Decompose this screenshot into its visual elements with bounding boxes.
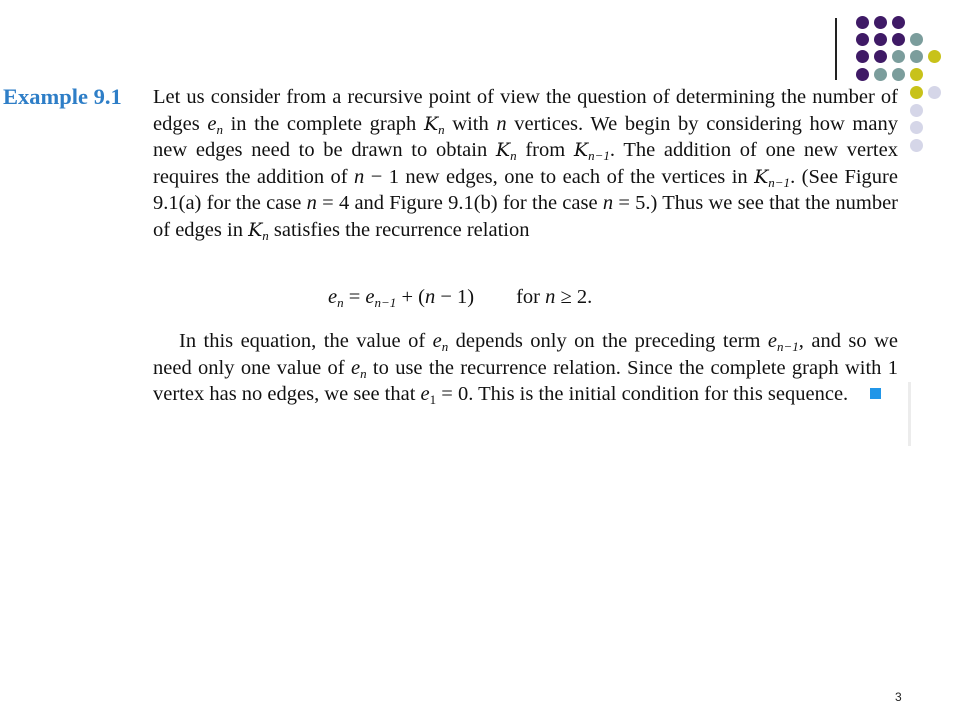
decor-dot bbox=[910, 33, 923, 46]
example-paragraph-2: In this equation, the value of $e_n$ depends only on the preceding term $e_{n-1}$, and so we need only one value of $e_n$ to use the recurrence relation. Since the complete graph with 1 vertex has no edges, we see that $e_1 = 0$. This is the initial condition for this sequence. bbox=[153, 330, 898, 407]
decor-dot bbox=[892, 50, 905, 63]
page-number: 3 bbox=[895, 690, 902, 704]
decor-dot bbox=[928, 50, 941, 63]
decor-dot bbox=[892, 68, 905, 81]
decor-dot bbox=[910, 121, 923, 134]
decor-dot bbox=[874, 68, 887, 81]
decor-dot bbox=[910, 104, 923, 117]
vertical-divider-line bbox=[835, 18, 837, 80]
decor-dot bbox=[856, 50, 869, 63]
example-paragraph-1: Let us consider from a recursive point of view the question of determining the number of edges $e_n$ in the complete graph $K_n$ with n vertices. We begin by considering how many new edges need to be drawn to obtain $K_n$ from $K_{n-1}$. The addition of one new vertex requires the addition of n − 1 new edges, one to each of the vertices in $K_{n-1}$. (See Figure 9.1(a) for the case n = 4 and Figure 9.1(b) for the case n = 5.) Thus we see that the number of edges in $K_n$ satisfies the recurrence relation bbox=[153, 86, 898, 243]
scan-edge-line bbox=[908, 382, 911, 446]
decor-dot bbox=[856, 16, 869, 29]
decor-dot bbox=[928, 86, 941, 99]
decor-dot bbox=[874, 16, 887, 29]
decor-dot bbox=[874, 33, 887, 46]
decor-dot bbox=[910, 86, 923, 99]
decor-dot bbox=[910, 139, 923, 152]
decor-dot bbox=[856, 68, 869, 81]
recurrence-equation: $e_n = e_{n-1} + (n - 1)$ for n ≥ 2. bbox=[328, 286, 593, 310]
decor-dot bbox=[874, 50, 887, 63]
decor-dot bbox=[892, 33, 905, 46]
decor-dot bbox=[892, 16, 905, 29]
decor-dot bbox=[910, 68, 923, 81]
decor-dot bbox=[910, 50, 923, 63]
example-heading: Example 9.1 bbox=[3, 84, 122, 109]
end-of-example-square-icon bbox=[870, 388, 881, 399]
decor-dot bbox=[856, 33, 869, 46]
